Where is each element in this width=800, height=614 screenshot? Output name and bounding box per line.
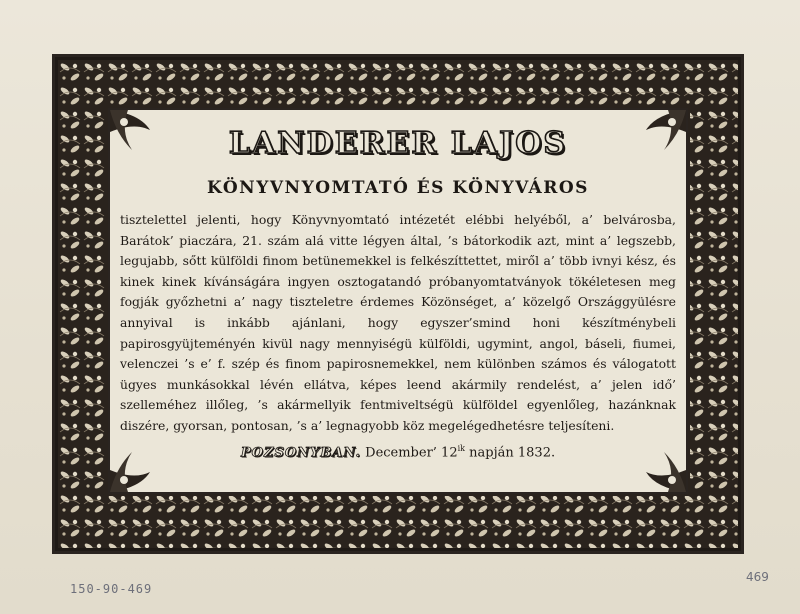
place-date-line [108,444,688,460]
catalog-number-handwritten: 150-90-469 [70,582,153,596]
document-subtitle: KÖNYVNYOMTATÓ ÉS KÖNYVÁROS [207,178,589,198]
page-number-handwritten: 469 [746,570,769,584]
date-text: December’ 12 [365,445,458,461]
body-paragraph: tisztelettel jelenti, hogy Könyvnyomtató intézetét elébbi helyéből, a’ belvárosba, Barátok’ piaczára, 21. szám alá vitte légyen által, ’s bátorkodik azt, mint a’ legszebb, legujabb, sőtt külföldi finom betünemekkel is felkészíttettet, miről a’ több ivnyi kész, és kinek kinek kívánságára ingyen osztogatandó próbanyomtatványok tökéletesen meg fogják győzhetni a’ nagy tiszteletre érdemes Közönséget, a’ közelgő Országgyülésre annyival is inkább ajánlani, hogy egyszer’smind honi készítménybeli papirosgyüjteményén kivül nagy mennyiségü külföldi, ugymint, angol, báseli, fiumei, velenczei ’s e’ f. szép és finom papirosnemekkel, nem különben számos és válogatott ügyes munkásokkal lévén ellátva, képes leend akármily rendelést, a’ jelen idő’ szelleméhez illőleg, ’s akármellyik fentmiveltségü külföldel egyenlőleg, hazánknak diszére, gyorsan, pontosan, ’s a’ legnagyobb köz megelégedhetésre teljesíteni. [120,212,676,433]
document-title: LANDERER LAJOS [228,126,568,161]
date-text-end: napján 1832. [469,445,556,461]
date-ordinal: ik [457,444,466,453]
place-name: POZSONYBAN. [240,445,361,461]
